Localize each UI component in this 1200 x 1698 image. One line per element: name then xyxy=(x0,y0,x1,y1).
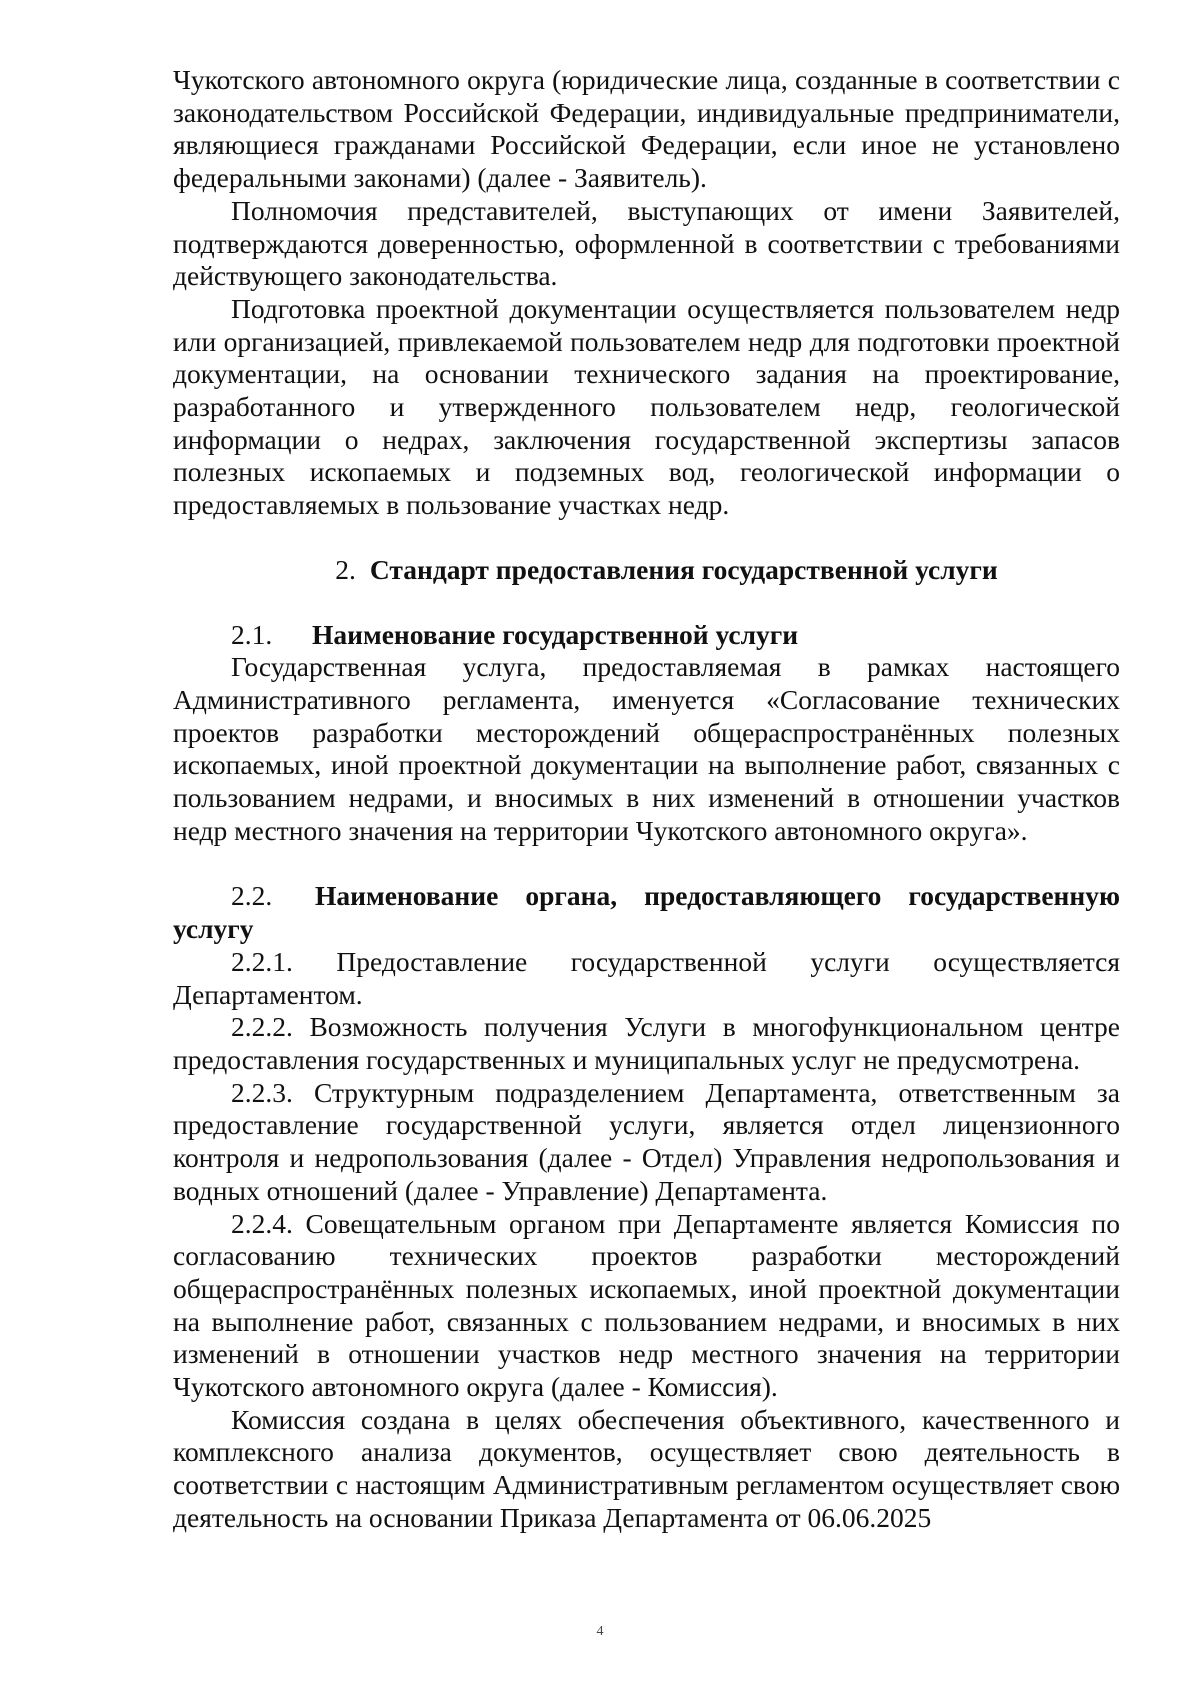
section-2-title: Стандарт предоставления государственной услуги xyxy=(369,553,998,585)
paragraph-project-preparation: Подготовка проектной документации осуществляется пользователем недр или организацией, привлекаемой пользователем недр для подготовки проектной документации, на основании технического задания на проектирование, разработанного и утвержденного пользователем недр, геологической информации о недрах, заключения государственной экспертизы запасов полезных ископаемых и подземных вод, геологической информации о предоставляемых в пользование участках недр. xyxy=(173,292,1120,521)
clause-number: 2.2.3. xyxy=(231,1076,293,1108)
subsection-2-2-title: Наименование органа, предоставляющего государственную услугу xyxy=(173,880,1120,945)
clause-2-2-1 xyxy=(173,946,1120,1011)
subsection-2-1-title: Наименование государственной услуги xyxy=(312,618,799,650)
clause-text: Совещательным органом при Департаменте является Комиссия по согласованию технических проектов разработки месторождений общераспространённых полезных ископаемых, иной проектной документации на выполнение работ, связанных с пользованием недрами, и вносимых в них изменений в отношении участков недр местного значения на территории Чукотского автономного округа (далее - Комиссия). xyxy=(173,1207,1121,1403)
paragraph-applicant: Чукотского автономного округа (юридические лица, созданные в соответствии с законодательством Российской Федерации, индивидуальные предприниматели, являющиеся гражданами Российской Федерации, если иное не установлено федеральными законами) (далее - Заявитель). xyxy=(173,64,1120,194)
subsection-2-2-heading xyxy=(173,880,1120,945)
clause-2-2-4 xyxy=(173,1208,1120,1404)
clause-2-2-3 xyxy=(173,1077,1120,1208)
subsection-2-1-number: 2.1. xyxy=(231,618,273,650)
page-number: 4 xyxy=(596,1624,604,1639)
clause-number: 2.2.2. xyxy=(231,1011,293,1043)
clause-text: Структурным подразделением Департамента, ответственным за предоставление государственной услуги, является отдел лицензионного контроля и недропользования (далее - Отдел) Управления недропользования и водных отношений (далее - Управление) Департамента. xyxy=(173,1076,1120,1206)
paragraph-service-name: Государственная услуга, предоставляемая в рамках настоящего Административного регламента, именуется «Согласование технических проектов разработки месторождений общераспространённых полезных ископаемых, иной проектной документации на выполнение работ, связанных с пользованием недрами, и вносимых в них изменений в отношении участков недр местного значения на территории Чукотского автономного округа». xyxy=(173,651,1120,846)
paragraph-commission: Комиссия создана в целях обеспечения объективного, качественного и комплексного анализа документов, осуществляет свою деятельность в соответствии с настоящим Административным регламентом осуществляет свою деятельность на основании Приказа Департамента от 06.06.2025 xyxy=(173,1403,1120,1533)
section-2-number: 2. xyxy=(335,553,356,585)
subsection-2-2-number: 2.2. xyxy=(231,880,273,912)
clause-text: Предоставление государственной услуги осуществляется Департаментом. xyxy=(173,945,1121,1010)
clause-number: 2.2.4. xyxy=(231,1207,293,1239)
clause-number: 2.2.1. xyxy=(231,945,293,977)
clause-text: Возможность получения Услуги в многофункциональном центре предоставления государственных и муниципальных услуг не предусмотрена. xyxy=(173,1011,1120,1075)
subsection-2-1-heading xyxy=(173,619,1120,652)
document-page xyxy=(173,64,1120,1535)
paragraph-representatives: Полномочия представителей, выступающих от имени Заявителей, подтверждаются доверенностью, оформленной в соответствии с требованиями действующего законодательства. xyxy=(173,194,1120,292)
clause-2-2-2 xyxy=(173,1011,1120,1076)
section-2-heading xyxy=(173,554,1120,587)
